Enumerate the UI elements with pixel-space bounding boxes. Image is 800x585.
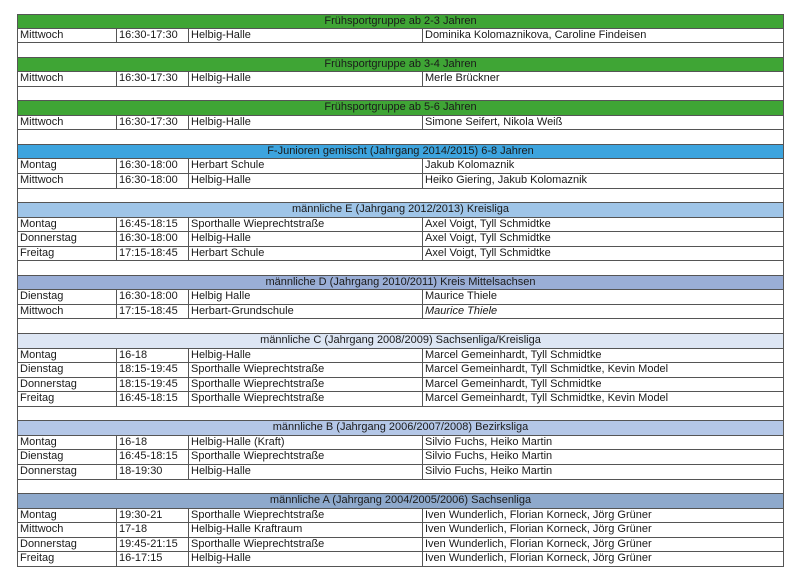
place-cell: Helbig-Halle bbox=[188, 552, 422, 566]
place-cell: Sporthalle Wieprechtstraße bbox=[188, 538, 422, 552]
table-row bbox=[17, 116, 784, 131]
spacer-row bbox=[17, 407, 784, 422]
coach-cell: Iven Wunderlich, Florian Korneck, Jörg Grüner bbox=[422, 538, 783, 552]
day-cell: Mittwoch bbox=[20, 174, 64, 187]
place-cell: Helbig-Halle bbox=[188, 349, 422, 363]
section-header: F-Junioren gemischt (Jahrgang 2014/2015) 6-8 Jahren bbox=[17, 145, 784, 160]
time-cell: 16-18 bbox=[116, 349, 188, 363]
place-cell: Herbart-Grundschule bbox=[188, 305, 422, 319]
day-cell: Donnerstag bbox=[20, 232, 77, 245]
place-cell: Sporthalle Wieprechtstraße bbox=[188, 363, 422, 377]
table-row bbox=[17, 465, 784, 480]
time-cell: 18-19:30 bbox=[116, 465, 188, 479]
day-cell: Montag bbox=[20, 508, 57, 521]
table-row bbox=[17, 378, 784, 393]
time-cell: 16:30-17:30 bbox=[116, 29, 188, 43]
day-cell: Donnerstag bbox=[20, 464, 77, 477]
place-cell: Sporthalle Wieprechtstraße bbox=[188, 392, 422, 406]
day-cell: Freitag bbox=[20, 552, 55, 565]
coach-cell: Dominika Kolomaznikova, Caroline Findeisen bbox=[422, 29, 783, 43]
day-cell: Mittwoch bbox=[20, 304, 64, 317]
day-cell: Freitag bbox=[20, 246, 55, 259]
coach-cell: Simone Seifert, Nikola Weiß bbox=[422, 116, 783, 130]
coach-cell: Silvio Fuchs, Heiko Martin bbox=[422, 436, 783, 450]
place-cell: Herbart Schule bbox=[188, 247, 422, 261]
table-row bbox=[17, 509, 784, 524]
place-cell: Helbig-Halle bbox=[188, 465, 422, 479]
coach-cell: Axel Voigt, Tyll Schmidtke bbox=[422, 218, 783, 232]
place-cell: Sporthalle Wieprechtstraße bbox=[188, 218, 422, 232]
day-cell: Montag bbox=[20, 348, 57, 361]
table-row bbox=[17, 247, 784, 262]
table-row bbox=[17, 218, 784, 233]
day-cell: Mittwoch bbox=[20, 28, 64, 41]
coach-cell: Silvio Fuchs, Heiko Martin bbox=[422, 450, 783, 464]
coach-cell: Marcel Gemeinhardt, Tyll Schmidtke, Kevin Model bbox=[422, 392, 783, 406]
time-cell: 16:30-18:00 bbox=[116, 174, 188, 188]
coach-cell: Maurice Thiele bbox=[422, 290, 783, 304]
place-cell: Helbig-Halle Kraftraum bbox=[188, 523, 422, 537]
table-row bbox=[17, 523, 784, 538]
day-cell: Mittwoch bbox=[20, 523, 64, 536]
table-row bbox=[17, 436, 784, 451]
section-header: Frühsportgruppe ab 2-3 Jahren bbox=[17, 14, 784, 29]
place-cell: Sporthalle Wieprechtstraße bbox=[188, 509, 422, 523]
time-cell: 16:45-18:15 bbox=[116, 392, 188, 406]
time-cell: 16-17:15 bbox=[116, 552, 188, 566]
coach-cell: Axel Voigt, Tyll Schmidtke bbox=[422, 247, 783, 261]
time-cell: 16:30-18:00 bbox=[116, 290, 188, 304]
time-cell: 16:30-18:00 bbox=[116, 159, 188, 173]
time-cell: 16:45-18:15 bbox=[116, 218, 188, 232]
coach-cell: Maurice Thiele bbox=[422, 305, 783, 319]
spacer-row bbox=[17, 43, 784, 58]
place-cell: Sporthalle Wieprechtstraße bbox=[188, 378, 422, 392]
coach-cell: Merle Brückner bbox=[422, 72, 783, 86]
table-row bbox=[17, 450, 784, 465]
table-row bbox=[17, 174, 784, 189]
time-cell: 17-18 bbox=[116, 523, 188, 537]
time-cell: 17:15-18:45 bbox=[116, 247, 188, 261]
table-row bbox=[17, 29, 784, 44]
place-cell: Helbig-Halle (Kraft) bbox=[188, 436, 422, 450]
place-cell: Sporthalle Wieprechtstraße bbox=[188, 450, 422, 464]
day-cell: Mittwoch bbox=[20, 72, 64, 85]
table-row bbox=[17, 72, 784, 87]
time-cell: 16:30-17:30 bbox=[116, 116, 188, 130]
coach-cell: Marcel Gemeinhardt, Tyll Schmidtke bbox=[422, 349, 783, 363]
day-cell: Montag bbox=[20, 435, 57, 448]
table-row bbox=[17, 538, 784, 553]
table-row bbox=[17, 232, 784, 247]
spacer-row bbox=[17, 261, 784, 276]
section-header: Frühsportgruppe ab 5-6 Jahren bbox=[17, 101, 784, 116]
place-cell: Helbig-Halle bbox=[188, 72, 422, 86]
day-cell: Montag bbox=[20, 159, 57, 172]
section-header: männliche B (Jahrgang 2006/2007/2008) Bezirksliga bbox=[17, 421, 784, 436]
time-cell: 19:30-21 bbox=[116, 509, 188, 523]
table-row bbox=[17, 159, 784, 174]
section-header: männliche D (Jahrgang 2010/2011) Kreis Mittelsachsen bbox=[17, 276, 784, 291]
coach-cell: Marcel Gemeinhardt, Tyll Schmidtke, Kevin Model bbox=[422, 363, 783, 377]
time-cell: 18:15-19:45 bbox=[116, 363, 188, 377]
spacer-row bbox=[17, 87, 784, 102]
table-row bbox=[17, 552, 784, 567]
place-cell: Helbig-Halle bbox=[188, 232, 422, 246]
day-cell: Dienstag bbox=[20, 450, 64, 463]
time-cell: 16:30-18:00 bbox=[116, 232, 188, 246]
time-cell: 18:15-19:45 bbox=[116, 378, 188, 392]
training-schedule-table bbox=[17, 14, 784, 567]
table-row bbox=[17, 363, 784, 378]
coach-cell: Iven Wunderlich, Florian Korneck, Jörg Grüner bbox=[422, 509, 783, 523]
coach-cell: Iven Wunderlich, Florian Korneck, Jörg Grüner bbox=[422, 552, 783, 566]
day-cell: Donnerstag bbox=[20, 537, 77, 550]
place-cell: Helbig-Halle bbox=[188, 116, 422, 130]
day-cell: Donnerstag bbox=[20, 377, 77, 390]
coach-cell: Heiko Giering, Jakub Kolomaznik bbox=[422, 174, 783, 188]
section-header: Frühsportgruppe ab 3-4 Jahren bbox=[17, 58, 784, 73]
place-cell: Helbig-Halle bbox=[188, 174, 422, 188]
spacer-row bbox=[17, 319, 784, 334]
table-row bbox=[17, 349, 784, 364]
time-cell: 16:45-18:15 bbox=[116, 450, 188, 464]
coach-cell: Iven Wunderlich, Florian Korneck, Jörg Grüner bbox=[422, 523, 783, 537]
day-cell: Freitag bbox=[20, 392, 55, 405]
day-cell: Dienstag bbox=[20, 363, 64, 376]
coach-cell: Silvio Fuchs, Heiko Martin bbox=[422, 465, 783, 479]
place-cell: Herbart Schule bbox=[188, 159, 422, 173]
time-cell: 19:45-21:15 bbox=[116, 538, 188, 552]
table-row bbox=[17, 392, 784, 407]
spacer-row bbox=[17, 130, 784, 145]
time-cell: 16:30-17:30 bbox=[116, 72, 188, 86]
section-header: männliche C (Jahrgang 2008/2009) Sachsenliga/Kreisliga bbox=[17, 334, 784, 349]
place-cell: Helbig Halle bbox=[188, 290, 422, 304]
section-header: männliche A (Jahrgang 2004/2005/2006) Sachsenliga bbox=[17, 494, 784, 509]
time-cell: 16-18 bbox=[116, 436, 188, 450]
day-cell: Mittwoch bbox=[20, 115, 64, 128]
day-cell: Dienstag bbox=[20, 290, 64, 303]
coach-cell: Jakub Kolomaznik bbox=[422, 159, 783, 173]
spacer-row bbox=[17, 480, 784, 495]
spacer-row bbox=[17, 189, 784, 204]
day-cell: Montag bbox=[20, 217, 57, 230]
coach-cell: Axel Voigt, Tyll Schmidtke bbox=[422, 232, 783, 246]
table-row bbox=[17, 305, 784, 320]
time-cell: 17:15-18:45 bbox=[116, 305, 188, 319]
table-row bbox=[17, 290, 784, 305]
coach-cell: Marcel Gemeinhardt, Tyll Schmidtke bbox=[422, 378, 783, 392]
place-cell: Helbig-Halle bbox=[188, 29, 422, 43]
section-header: männliche E (Jahrgang 2012/2013) Kreisliga bbox=[17, 203, 784, 218]
